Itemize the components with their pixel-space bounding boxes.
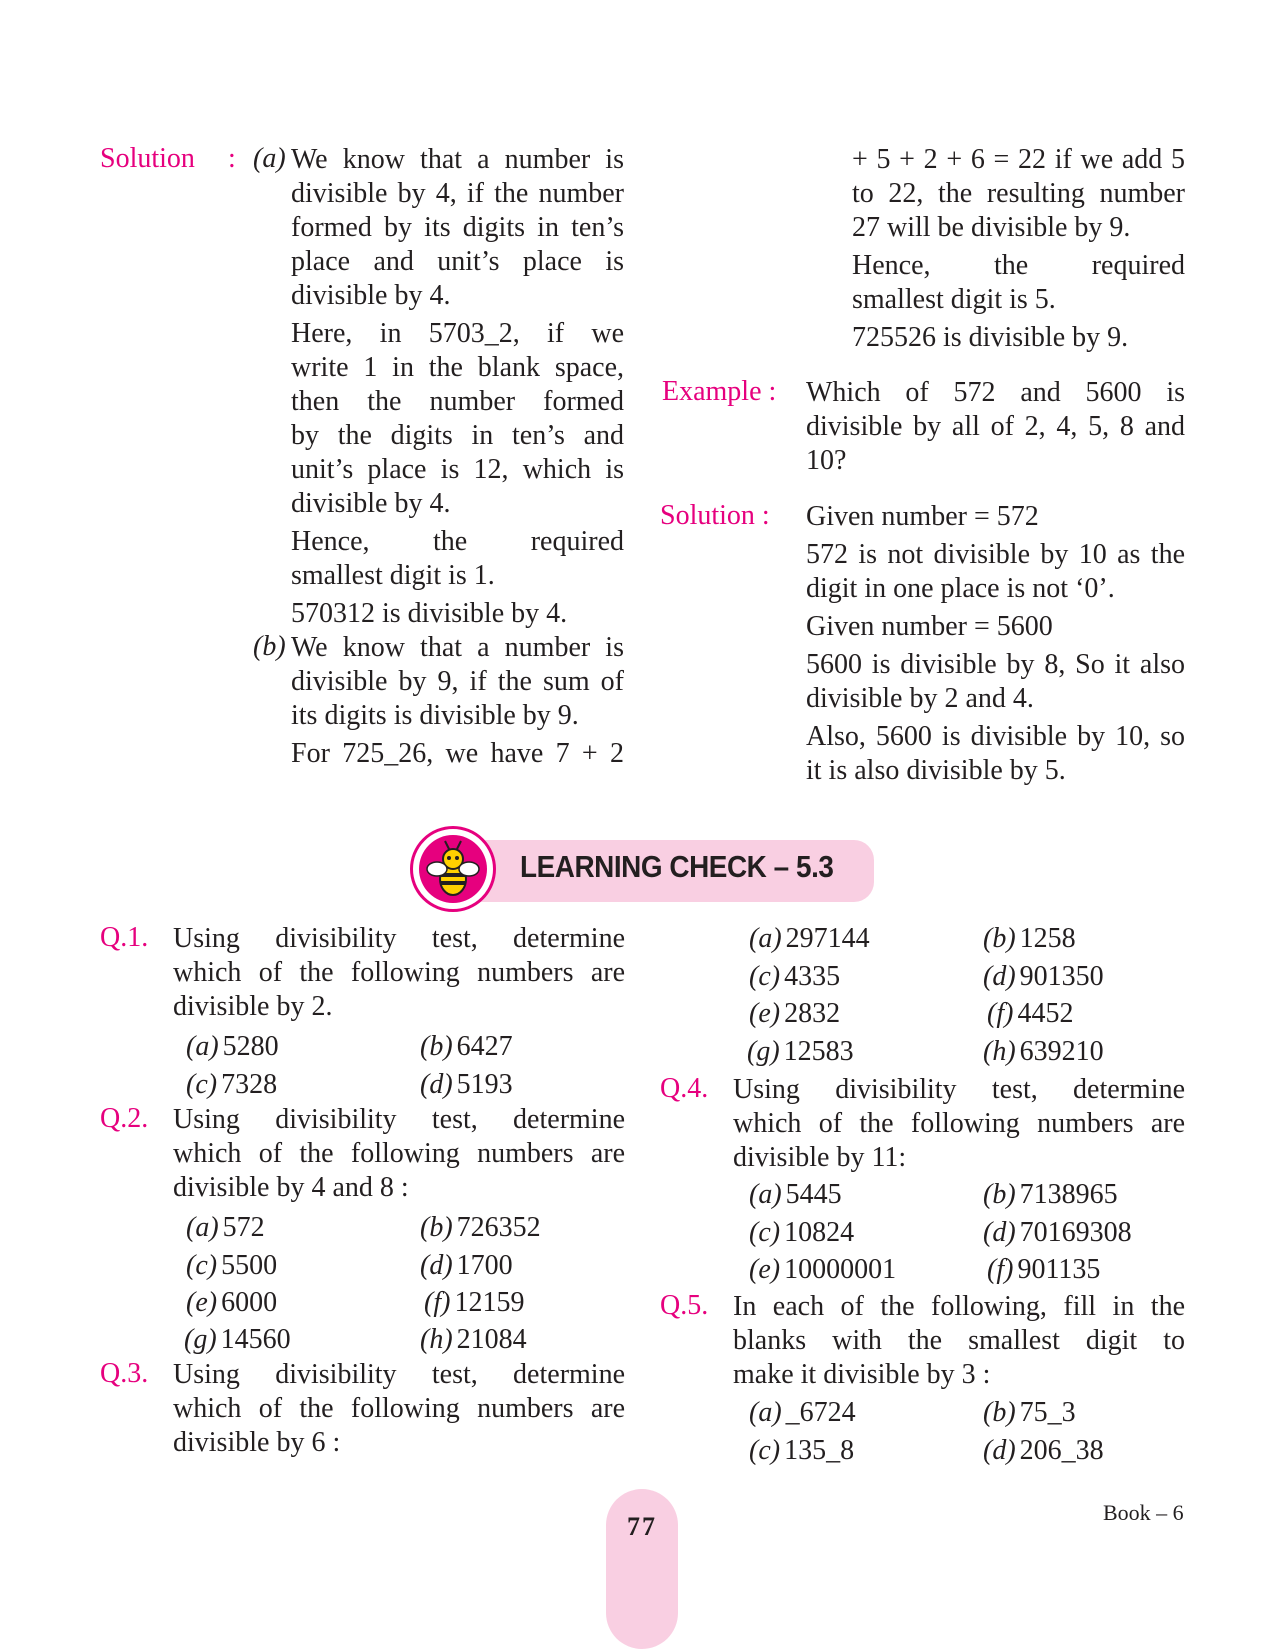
option: (f) 901135 xyxy=(987,1254,1101,1285)
solution-colon: : xyxy=(228,143,236,174)
option: (b) 75_3 xyxy=(983,1397,1076,1428)
question-number: Q.2. xyxy=(100,1103,149,1134)
option: (d) 5193 xyxy=(420,1069,513,1100)
question-text xyxy=(733,1290,1185,1392)
option: (f) 4452 xyxy=(987,998,1074,1029)
solution-2-text xyxy=(806,500,1185,792)
option: (f) 12159 xyxy=(424,1287,525,1318)
question-number: Q.4. xyxy=(660,1073,709,1104)
text-line: Given number = 572 xyxy=(806,501,1039,532)
option: (g) 12583 xyxy=(747,1036,854,1067)
solution-label-2: Solution : xyxy=(660,500,770,531)
text-line: 725526 is divisible by 9. xyxy=(852,322,1129,353)
question-text xyxy=(173,1103,625,1205)
text-line: by the digits in ten’s and xyxy=(291,420,624,451)
text-line: which of the following numbers are xyxy=(733,1108,1185,1139)
text-line: divisible by 4, if the number xyxy=(291,178,624,209)
solution-part-a xyxy=(291,143,624,635)
option: (b) 726352 xyxy=(420,1212,541,1243)
option: (a) 5445 xyxy=(749,1179,842,1210)
option: (a) 297144 xyxy=(749,923,870,954)
example-label: Example : xyxy=(662,376,777,407)
solution-part-b-continued xyxy=(852,143,1185,359)
question-text xyxy=(173,1358,625,1460)
text-line: smallest digit is 1. xyxy=(291,560,495,591)
option: (c) 7328 xyxy=(186,1069,278,1100)
section-title: LEARNING CHECK – 5.3 xyxy=(520,849,834,884)
text-line: make it divisible by 3 : xyxy=(733,1359,991,1390)
text-line: divisible by 6 : xyxy=(173,1427,341,1458)
option: (d) 901350 xyxy=(983,961,1104,992)
text-line: 27 will be divisible by 9. xyxy=(852,212,1131,243)
option: (c) 135_8 xyxy=(749,1435,855,1466)
text-line: 570312 is divisible by 4. xyxy=(291,598,568,629)
text-line: Using divisibility test, determine xyxy=(173,1104,625,1135)
text-line: formed by its digits in ten’s xyxy=(291,212,624,243)
option: (d) 70169308 xyxy=(983,1217,1132,1248)
text-line: We know that a number is xyxy=(291,144,624,175)
text-line: it is also divisible by 5. xyxy=(806,755,1066,786)
solution-part-b xyxy=(291,631,624,775)
option: (h) 639210 xyxy=(983,1036,1104,1067)
option: (e) 10000001 xyxy=(749,1254,897,1285)
option: (a) _6724 xyxy=(749,1397,856,1428)
text-line: divisible by all of 2, 4, 5, 8 and xyxy=(806,411,1185,442)
text-line: Also, 5600 is divisible by 10, so xyxy=(806,721,1185,752)
option: (b) 7138965 xyxy=(983,1179,1118,1210)
text-line: place and unit’s place is xyxy=(291,246,624,277)
text-line: its digits is divisible by 9. xyxy=(291,700,579,731)
text-line: divisible by 9, if the sum of xyxy=(291,666,624,697)
bee-mascot-icon xyxy=(410,826,496,912)
option: (c) 10824 xyxy=(749,1217,855,1248)
text-line: + 5 + 2 + 6 = 22 if we add 5 xyxy=(852,144,1185,175)
example-text xyxy=(806,376,1185,478)
part-a-marker: (a) xyxy=(253,143,286,174)
text-line: Using divisibility test, determine xyxy=(733,1074,1185,1105)
text-line: Here, in 5703_2, if we xyxy=(291,318,624,349)
text-line: Which of 572 and 5600 is xyxy=(806,377,1185,408)
part-b-marker: (b) xyxy=(253,631,286,662)
option: (d) 206_38 xyxy=(983,1435,1104,1466)
text-line: Using divisibility test, determine xyxy=(173,923,625,954)
text-line: write 1 in the blank space, xyxy=(291,352,624,383)
question-number: Q.1. xyxy=(100,922,149,953)
option: (c) 4335 xyxy=(749,961,841,992)
book-label: Book – 6 xyxy=(1103,1500,1184,1525)
solution-label: Solution xyxy=(100,143,195,174)
option: (b) 1258 xyxy=(983,923,1076,954)
text-line: digit in one place is not ‘0’. xyxy=(806,573,1115,604)
option: (c) 5500 xyxy=(186,1250,278,1281)
text-line: smallest digit is 5. xyxy=(852,284,1056,315)
text-line: Given number = 5600 xyxy=(806,611,1053,642)
text-line: divisible by 4 and 8 : xyxy=(173,1172,409,1203)
option: (e) 6000 xyxy=(186,1287,278,1318)
text-line: divisible by 2. xyxy=(173,991,333,1022)
text-line: We know that a number is xyxy=(291,632,624,663)
text-line: which of the following numbers are xyxy=(173,1393,625,1424)
option: (e) 2832 xyxy=(749,998,841,1029)
question-number: Q.3. xyxy=(100,1358,149,1389)
text-line: 10? xyxy=(806,445,847,476)
option: (b) 6427 xyxy=(420,1031,513,1062)
text-line: divisible by 11: xyxy=(733,1142,907,1173)
text-line: divisible by 4. xyxy=(291,488,451,519)
question-number: Q.5. xyxy=(660,1290,709,1321)
text-line: For 725_26, we have 7 + 2 xyxy=(291,738,624,769)
option: (h) 21084 xyxy=(420,1324,527,1355)
text-line: divisible by 4. xyxy=(291,280,451,311)
option: (g) 14560 xyxy=(184,1324,291,1355)
text-line: to 22, the resulting number xyxy=(852,178,1185,209)
option: (d) 1700 xyxy=(420,1250,513,1281)
question-text xyxy=(173,922,625,1024)
text-line: unit’s place is 12, which is xyxy=(291,454,624,485)
text-line: 5600 is divisible by 8, So it also xyxy=(806,649,1185,680)
text-line: divisible by 2 and 4. xyxy=(806,683,1034,714)
text-line: then the number formed xyxy=(291,386,624,417)
text-line: Using divisibility test, determine xyxy=(173,1359,625,1390)
text-line: blanks with the smallest digit to xyxy=(733,1325,1185,1356)
page-number: 77 xyxy=(627,1512,657,1541)
text-line: which of the following numbers are xyxy=(173,957,625,988)
option: (a) 572 xyxy=(186,1212,265,1243)
text-line: Hence, the required xyxy=(291,526,624,557)
text-line: Hence, the required xyxy=(852,250,1185,281)
text-line: which of the following numbers are xyxy=(173,1138,625,1169)
text-line: In each of the following, fill in the xyxy=(733,1291,1185,1322)
option: (a) 5280 xyxy=(186,1031,279,1062)
text-line: 572 is not divisible by 10 as the xyxy=(806,539,1185,570)
question-text xyxy=(733,1073,1185,1175)
